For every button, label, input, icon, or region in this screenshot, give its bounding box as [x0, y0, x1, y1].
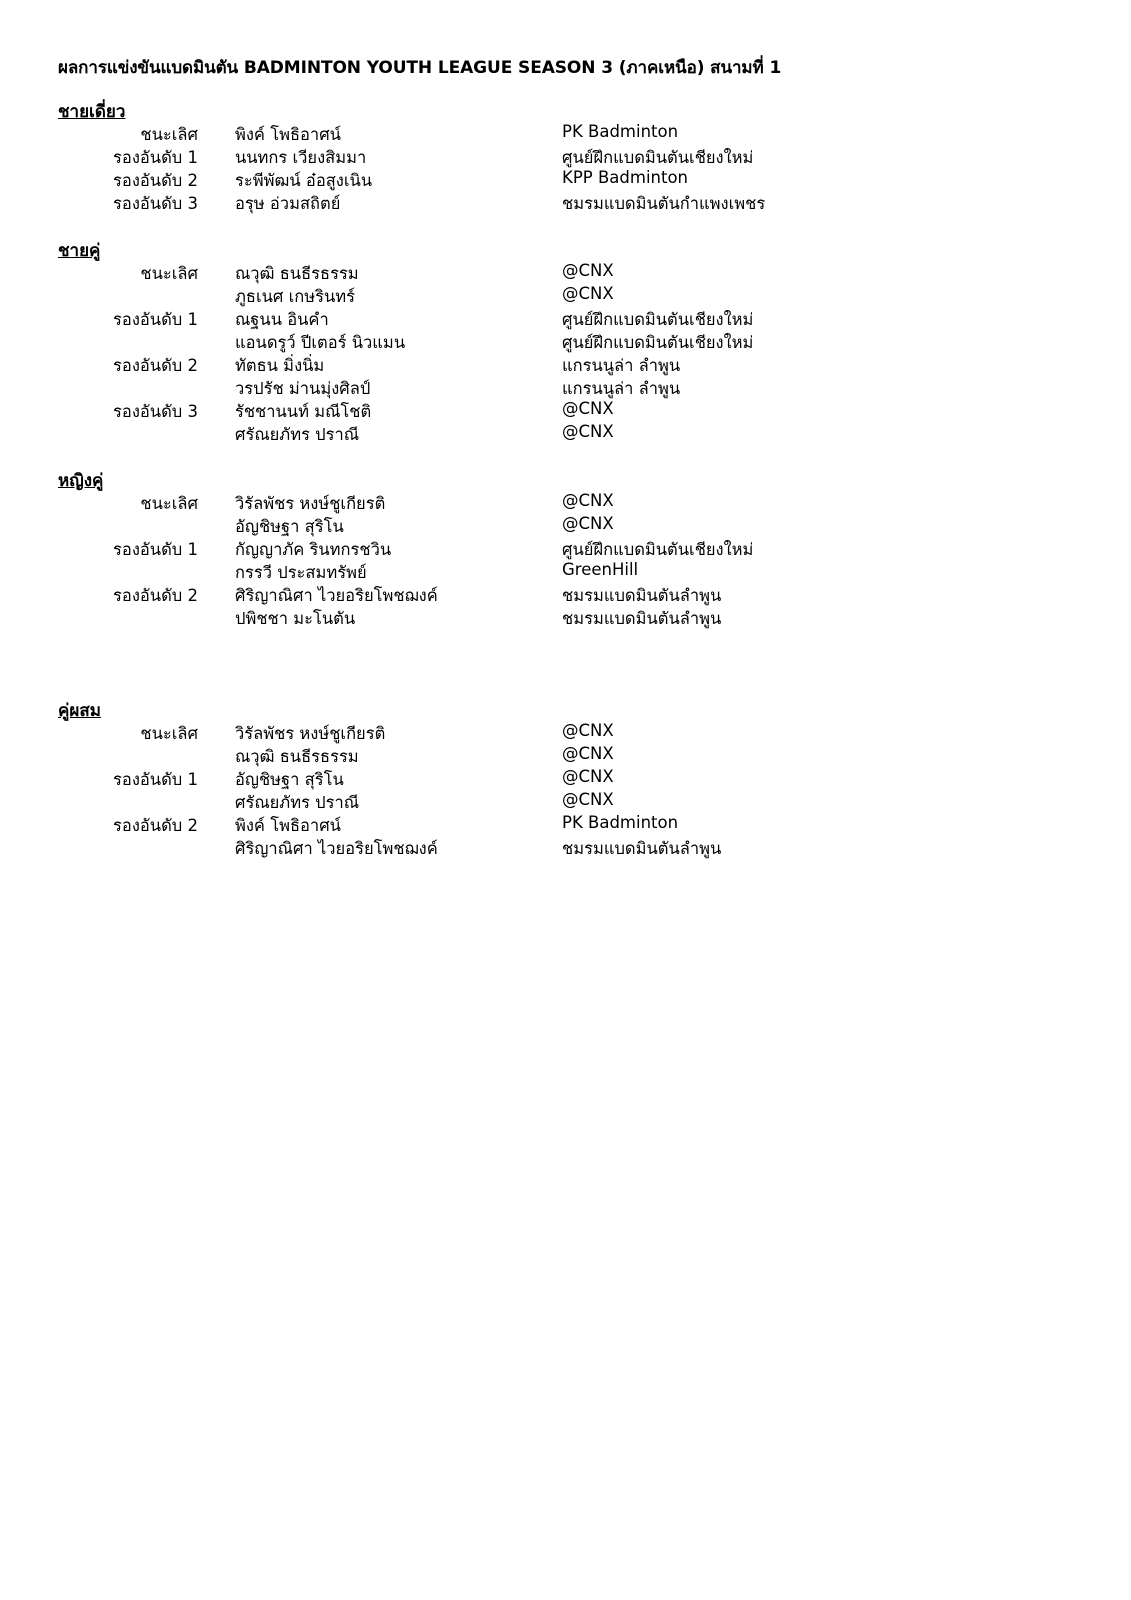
result-row — [0, 353, 1131, 376]
club-name: @CNX — [562, 767, 614, 786]
club-name: KPP Badminton — [562, 168, 689, 187]
club-name: ชมรมแบดมินตันลำพูน — [562, 586, 722, 605]
result-row — [0, 284, 1131, 307]
club-name: @CNX — [562, 491, 614, 510]
player-name: ระพีพัฒน์ อ๋อสูงเนิน — [235, 171, 373, 190]
result-row — [0, 583, 1131, 606]
result-row — [0, 790, 1131, 813]
club-name: แกรนนูล่า ลำพูน — [562, 356, 681, 375]
rank-label: ชนะเลิศ — [140, 494, 198, 513]
result-row — [0, 422, 1131, 445]
rank-label: รองอันดับ 1 — [113, 148, 198, 167]
club-name: ชมรมแบดมินตันกำแพงเพชร — [562, 194, 766, 213]
result-row — [0, 836, 1131, 859]
player-name: อัญชิษฐา สุริโน — [235, 770, 344, 789]
club-name: @CNX — [562, 284, 614, 303]
rank-label: รองอันดับ 3 — [113, 194, 198, 213]
club-name: @CNX — [562, 790, 614, 809]
player-name: ณวุฒิ ธนธีรธรรม — [235, 747, 359, 766]
player-name: พิงค์ โพธิอาศน์ — [235, 125, 341, 144]
player-name: วิรัลพัชร หงษ์ชูเกียรติ — [235, 494, 386, 513]
club-name: แกรนนูล่า ลำพูน — [562, 379, 681, 398]
club-name: ศูนย์ฝึกแบดมินตันเชียงใหม่ — [562, 148, 754, 167]
result-row — [0, 560, 1131, 583]
result-row — [0, 168, 1131, 191]
result-row — [0, 606, 1131, 629]
rank-label: รองอันดับ 2 — [113, 586, 198, 605]
rank-label: รองอันดับ 2 — [113, 356, 198, 375]
result-row — [0, 491, 1131, 514]
rank-label: ชนะเลิศ — [140, 125, 198, 144]
player-name: อัญชิษฐา สุริโน — [235, 517, 344, 536]
result-row — [0, 744, 1131, 767]
club-name: PK Badminton — [562, 813, 679, 832]
player-name: ภูธเนศ เกษรินทร์ — [235, 287, 355, 306]
result-row — [0, 330, 1131, 353]
result-row — [0, 537, 1131, 560]
club-name: @CNX — [562, 261, 614, 280]
club-name: @CNX — [562, 721, 614, 740]
result-row — [0, 145, 1131, 168]
club-name: @CNX — [562, 514, 614, 533]
player-name: วรปรัช ม่านมุ่งศิลป์ — [235, 379, 371, 398]
rank-label: รองอันดับ 1 — [113, 770, 198, 789]
result-row — [0, 721, 1131, 744]
rank-label: รองอันดับ 1 — [113, 310, 198, 329]
result-row — [0, 191, 1131, 214]
result-row — [0, 122, 1131, 145]
player-name: ศรัณยภัทร ปราณี — [235, 425, 360, 444]
rank-label: รองอันดับ 2 — [113, 816, 198, 835]
club-name: ศูนย์ฝึกแบดมินตันเชียงใหม่ — [562, 310, 754, 329]
result-row — [0, 261, 1131, 284]
player-name: กัญญาภัค รินทกรชวิน — [235, 540, 392, 559]
player-name: กรรวี ประสมทรัพย์ — [235, 563, 367, 582]
club-name: PK Badminton — [562, 122, 679, 141]
section-heading: ชายคู่ — [58, 241, 101, 261]
player-name: วิรัลพัชร หงษ์ชูเกียรติ — [235, 724, 386, 743]
section-heading: ชายเดี่ยว — [58, 102, 126, 122]
club-name: ศูนย์ฝึกแบดมินตันเชียงใหม่ — [562, 333, 754, 352]
player-name: ศิริญาณิศา ไวยอริยโพชฌงค์ — [235, 839, 438, 858]
result-row — [0, 376, 1131, 399]
rank-label: ชนะเลิศ — [140, 264, 198, 283]
player-name: พิงค์ โพธิอาศน์ — [235, 816, 341, 835]
club-name: @CNX — [562, 744, 614, 763]
result-row — [0, 767, 1131, 790]
player-name: นนทกร เวียงสิมมา — [235, 148, 367, 167]
player-name: อรุษ อ่วมสถิตย์ — [235, 194, 341, 213]
section-heading: หญิงคู่ — [58, 471, 104, 491]
player-name: ศรัณยภัทร ปราณี — [235, 793, 360, 812]
club-name: @CNX — [562, 399, 614, 418]
player-name: แอนดรูว์ ปีเตอร์ นิวแมน — [235, 333, 406, 352]
club-name: ศูนย์ฝึกแบดมินตันเชียงใหม่ — [562, 540, 754, 559]
result-row — [0, 399, 1131, 422]
player-name: รัชชานนท์ มณีโชติ — [235, 402, 372, 421]
player-name: ศิริญาณิศา ไวยอริยโพชฌงค์ — [235, 586, 438, 605]
player-name: ทัตธน มิ่งนิ่ม — [235, 356, 325, 375]
result-row — [0, 514, 1131, 537]
player-name: ณวุฒิ ธนธีรธรรม — [235, 264, 359, 283]
document-title: ผลการแข่งขันแบดมินตัน BADMINTON YOUTH LEAGUE SEASON 3 (ภาคเหนือ) สนามที่ 1 — [58, 58, 782, 78]
club-name: ชมรมแบดมินตันลำพูน — [562, 609, 722, 628]
rank-label: ชนะเลิศ — [140, 724, 198, 743]
club-name: GreenHill — [562, 560, 639, 579]
rank-label: รองอันดับ 2 — [113, 171, 198, 190]
result-row — [0, 307, 1131, 330]
player-name: ณฐนน อินคำ — [235, 310, 329, 329]
section-heading: คู่ผสม — [58, 701, 101, 721]
player-name: ปพิชชา มะโนตัน — [235, 609, 356, 628]
rank-label: รองอันดับ 1 — [113, 540, 198, 559]
club-name: @CNX — [562, 422, 614, 441]
club-name: ชมรมแบดมินตันลำพูน — [562, 839, 722, 858]
result-row — [0, 813, 1131, 836]
rank-label: รองอันดับ 3 — [113, 402, 198, 421]
